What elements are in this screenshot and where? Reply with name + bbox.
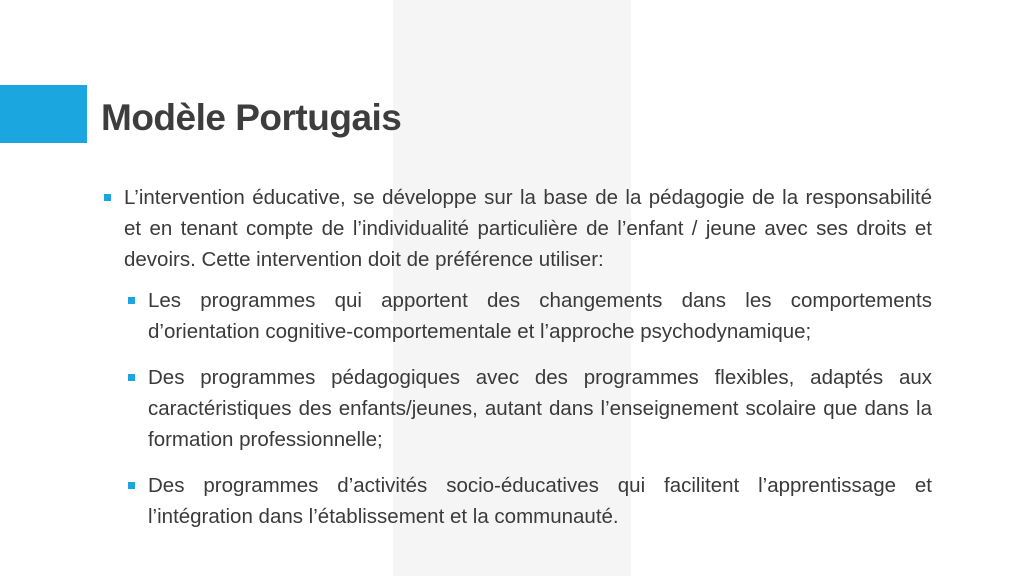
- title-accent-bar: [0, 85, 87, 143]
- square-bullet-icon: [128, 482, 135, 489]
- sub-bullet-text: Des programmes d’activités socio-éducatives qui facilitent l’apprentissage et l’intégration dans l’établissement et la communauté.: [148, 474, 932, 528]
- square-bullet-icon: [104, 194, 111, 201]
- slide-content: [102, 182, 932, 532]
- square-bullet-icon: [128, 297, 135, 304]
- sub-bullet-text: Des programmes pédagogiques avec des programmes flexibles, adaptés aux caractéristiques des enfants/jeunes, autant dans l’enseignement scolaire que dans la formation professionnelle;: [148, 366, 932, 451]
- square-bullet-icon: [128, 374, 135, 381]
- bullet-item: [102, 182, 932, 275]
- sub-bullet-item: [126, 470, 932, 532]
- sub-bullet-text: Les programmes qui apportent des changements dans les comportements d’orientation cognitive-comportementale et l’approche psychodynamique;: [148, 289, 932, 343]
- slide-title: Modèle Portugais: [101, 97, 402, 138]
- sub-bullet-item: [126, 285, 932, 347]
- sub-bullet-item: [126, 362, 932, 455]
- bullet-text: L’intervention éducative, se développe sur la base de la pédagogie de la responsabilité et en tenant compte de l’individualité particulière de l’enfant / jeune avec ses droits et devoirs. Cette intervention doit de préférence utiliser:: [124, 186, 932, 271]
